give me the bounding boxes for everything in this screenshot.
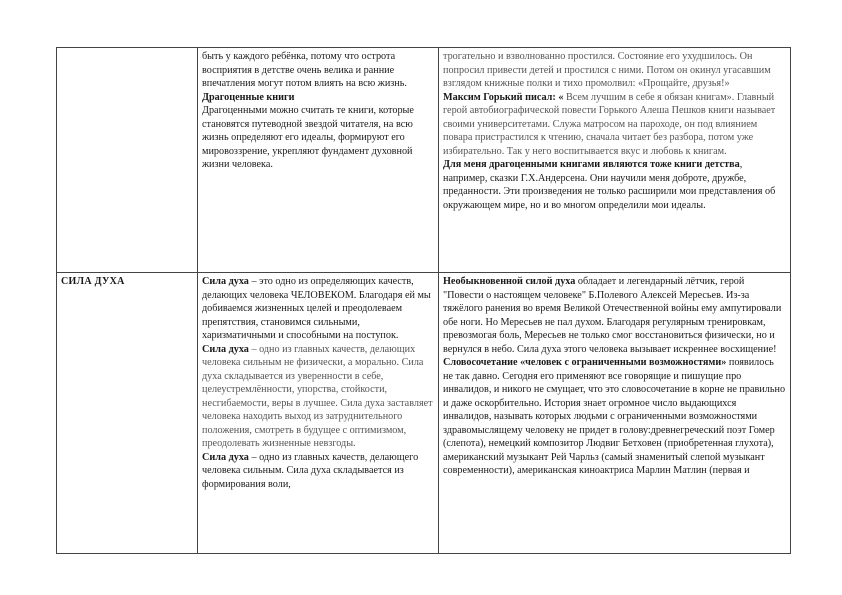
row2-definition-cell [198, 273, 439, 554]
row2-ex-text-2: появилось не так давно. Сегодня его применяют все говорящие и пишущие про инвалидов, и никого не смущает, что это словосочетание в корне не правильно и даже оскорбительно. История знает огромное число выдающихся инвалидов, называть которых людьми с ограниченными возможностями здравомыслящему человеку не придет в голову:древнегреческий поэт Гомер (слепота), немецкий композитор Людвиг Бетховен (приобретенная глухота), американский музыкант Рей Чарльз (самый знаменитый слепой музыкант современности), американская киноактриса Марлин Матлин (первая и [443, 357, 786, 476]
row2-ex-text-1: обладает и легендарный лётчик, герой "Повести о настоящем человеке" Б.Полевого Алексей Мересьев. Из-за тяжёлого ранения во время Великой Отечественной войны ему ампутировали обе ноги. Но Мересьев не пал духом. Благодаря регулярным тренировкам, превозмогая боль, Мересьев не только смог восстановиться физически, но и вернулся в небо. Сила духа этого человека вызывает искреннее восхищение! [443, 276, 782, 355]
row2-def-lead-2: Сила духа [202, 343, 249, 355]
row1-examples-cell [439, 48, 791, 273]
row2-def-paragraph-2 [202, 343, 434, 451]
document-table [56, 47, 791, 554]
row2-def-text-3: – одно из главных качеств, делающего человека сильным. Сила духа складывается из формирования воли, [202, 451, 419, 490]
row1-definition-cell [198, 48, 439, 273]
row1-ex-lead-2: Максим Горький писал: « [443, 91, 564, 103]
row2-def-paragraph-3 [202, 451, 434, 492]
row2-def-text-1: – это одно из определяющих качеств, делающих человека ЧЕЛОВЕКОМ. Благодаря ей мы добиваемся жизненных целей и преодолеваем препятствия, становимся сильными, харизматичными и способными на поступок. [202, 276, 431, 341]
row1-ex-paragraph-2 [443, 91, 786, 159]
row2-ex-lead-2: Словосочетание «человек с ограниченными возможностями» [443, 357, 727, 368]
row1-label-cell [57, 48, 198, 273]
row2-label-cell [57, 273, 198, 554]
row2-label: СИЛА ДУХА [61, 276, 125, 287]
row1-ex-paragraph-1: трогательно и взволнованно простился. Состояние его ухудшилось. Он попросил привести детей и простился с ними. Потом он окинул угасавшим взглядом книжные полки и тихо промолвил: «Прощайте, друзья!» [443, 51, 771, 89]
table-row [57, 273, 791, 554]
row1-ex-text-3: , например, сказки Г.Х.Андерсена. Они научили меня доброте, дружбе, преданности. Эти произведения не только расширили мои представления об окружающем мире, но и во многом определили мои идеалы. [443, 159, 776, 211]
row1-ex-paragraph-3 [443, 158, 786, 212]
row1-def-paragraph-2: Драгоценными можно считать те книги, которые становятся путеводной звездой читателя, на всю жизнь определяют его идеалы, формируют его мировоззрение, укрепляют фундамент духовной жизни человека. [202, 105, 414, 170]
row2-examples-cell [439, 273, 791, 554]
table-row [57, 48, 791, 273]
row2-ex-lead-1: Необыкновенной силой духа [443, 276, 576, 287]
row2-def-lead-1: Сила духа [202, 276, 249, 287]
row1-ex-lead-3: Для меня драгоценными книгами являются тоже книги детства [443, 159, 740, 170]
row1-def-paragraph-1: быть у каждого ребёнка, потому что острота восприятия в детстве очень велика и ранние впечатления могут потом влиять на всю жизнь. [202, 51, 407, 89]
row1-ex-text-2: Всем лучшим в себе я обязан книгам». Главный герой автобиографической повести Горького Алеша Пешков книги называет своими университетами. Служа матросом на пароходе, он под влиянием повара пристрастился к чтению, сначала читает без разбора, потом уже избирательно. Так у него воспитывается вкус и любовь к книгам. [443, 91, 776, 157]
row2-ex-paragraph-1 [443, 275, 786, 356]
row2-def-text-2: – одно из главных качеств, делающих человека сильным не физически, а морально. Сила духа складывается из уверенности в себе, целеустремлённости, упорства, стойкости, несгибаемости, веры в лучшее. Сила духа заставляет человека находить выход из затруднительного положения, смотреть в будущее с оптимизмом, преодолевать жизненные невзгоды. [202, 343, 433, 449]
row2-ex-paragraph-2 [443, 356, 786, 478]
row1-def-heading: Драгоценные книги [202, 91, 295, 103]
row2-def-lead-3: Сила духа [202, 451, 249, 463]
row2-def-paragraph-1 [202, 275, 434, 343]
